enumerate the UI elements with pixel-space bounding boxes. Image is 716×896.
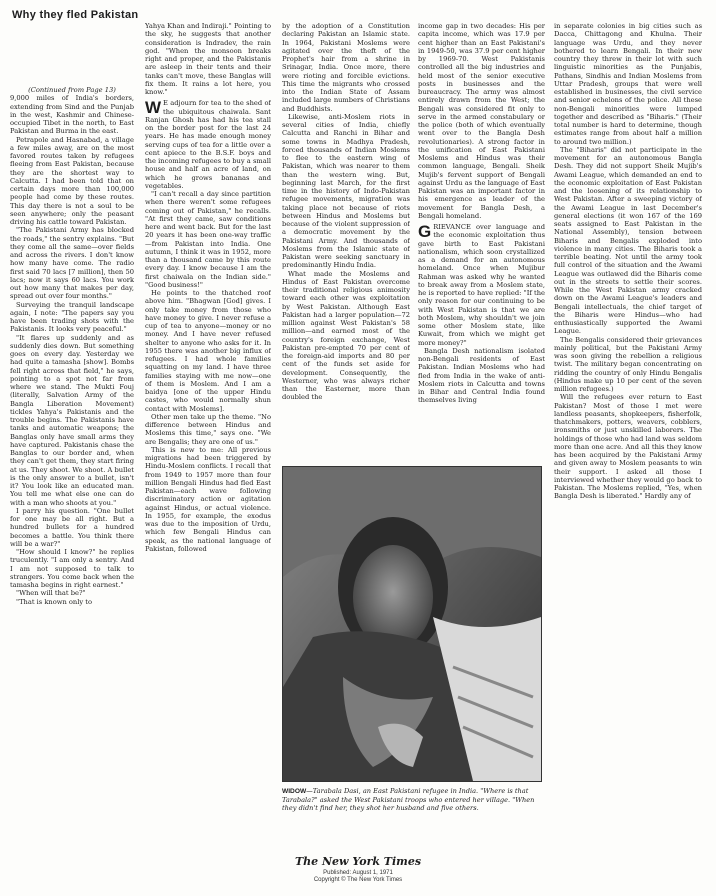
paragraph: income gap in two decades: His per capita income, which was 17.9 per cent higher than an East Pakistani's in 1949-50, was 37.9 per cent higher by 1969-70. West Pakistanis controlled all the big industries and held most of the senior executive posts in businesses and the bureaucracy. The army was almost entirely drawn from the West; the Bengali was considered fit only to serve in the armed constabulary or the police (both of which eventually went over to the Bangla Desh revolutionaries). A strong factor in the unification of East Pakistani Moslems and Hindus was their common language, Bengali. Sheik Mujib's fervent support of Bengali against Urdu as the language of East Pakistan was an important factor in his emergence as leader of the movement for Bangla Desh, a Bengali homeland. <box>418 22 545 220</box>
paragraph: "I can't recall a day since partition when there weren't some refugees coming out of Pakistan," he recalls. "At first they came, saw conditions here and went back. But for the last 20 years it has been one-way traffic—from Pakistan into India. One autumn, I think it was in 1952, more than a thousand came by this route every day. I know because I am the first chaiwala on the Indian side." "Good business!" <box>145 190 271 289</box>
column-1 <box>10 86 134 858</box>
paragraph: 9,000 miles of India's borders, extending from Sind and the Punjab in the west, Kashmir and Chinese-occupied Tibet in the north, to East Pakistan and Burma in the east. <box>10 94 134 136</box>
drop-cap: W <box>145 98 162 118</box>
article-headline: Why they fled Pakistan <box>12 9 139 21</box>
paragraph: The Bengalis considered their grievances mainly political, but the Pakistani Army was soon giving the rebellion a religious twist. The military began concentrating on ridding the country of only Hindu Bengalis (Hindus make up 10 per cent of the seven million refugees.) <box>554 335 702 393</box>
continued-note: (Continued from Page 13) <box>28 86 116 94</box>
caption-label: WIDOW <box>282 788 307 795</box>
column-2 <box>145 22 271 858</box>
column-5 <box>554 22 702 875</box>
paragraph-text: E adjourn for tea to the shed of the ubiquitous chaiwala. Sant Ranjan Ghosh has had his tea stall on the border post for the last 24 years. He has made enough money serving cups of tea for a little over a cent apiece to the B.S.F. boys and the incoming refugees to buy a small house and half an acre of land, on which he grows bananas and vegetables. <box>145 99 271 190</box>
paragraph: Yahya Khan and Indiraji." Pointing to the sky, he suggests that another consideration is Indradev, the rain god. "When the monsoon breaks right and proper, and the Pakistanis are asleep in their tents and their tanks can't move, these Banglas will fix them. It rains a lot here, you know." <box>145 22 271 96</box>
column-4 <box>418 22 545 875</box>
paragraph: He points to the thatched roof above him. "Bhagwan [God] gives. I only take money from those who have money to give. I never refuse a cup of tea to anyone—money or no money. And I have never refused shelter to anyone who asks for it. In 1955 there was another big influx of refugees. I had whole families squatting on my land. I have three families staying with me now—one of them is Moslem. And I am a baidya [one of the upper Hindu castes, who would normally shun contact with Moslems]. <box>145 289 271 413</box>
paragraph: Other men take up the theme. "No difference between Hindus and Moslems this time," says one. "We are Bengalis; they are one of us." <box>145 412 271 446</box>
paragraph: "That is known only to <box>16 597 92 606</box>
paragraph: Will the refugees ever return to East Pakistan? Most of those I met were landless peasants, shopkeepers, fisherfolk, thatchmakers, potters, weavers, cobblers, ironsmiths or just unskilled laborers. The holdings of those who had land was seldom more than one acre. And all this they know has been acquired by the Pakistani Army and given away to Moslem peasants to win their support. I asked all those I interviewed whether they would go back to Pakistan. The Moslems replied, "Yes, when Bangla Desh is liberated." Hardly any of <box>554 393 702 501</box>
paragraph: "How should I know?" he replies truculently. "I am only a sentry. And I am not supposed to talk to strangers. You come back when the tamasha begins in right earnest." <box>10 548 134 589</box>
paragraph: in separate colonies in big cities such as Dacca, Chittagong and Khulna. Their language was Urdu, and they never bothered to learn Bengali. In their new country they threw in their lot with such linguistic minorities as the Punjabis, Pathans, Sindhis and Indian Moslems from Uttar Pradesh, groups that were well established in businesses, the civil service and senior echelons of the police. All these non-Bengali minorities were lumped together and described as "Biharis." (Their total number is hard to determine, though estimates range from about half a million to around two million.) <box>554 22 702 146</box>
paragraph: Likewise, anti-Moslem riots in several cities of India, chiefly Calcutta and Ranchi in Bihar and some towns in Madhya Pradesh, forced thousands of Indian Moslems to flee to the eastern wing of Pakistan, which was nearer to them than the western wing. But, beginning last March, for the first time in the history of Indo-Pakistan refugee movements, migration was taking place not because of riots between Hindus and Moslems but because of the violent suppression of a democratic movement by the Pakistani Army. And thousands of Moslems from the Islamic state of Pakistan were seeking sanctuary in predominantly Hindu India. <box>282 112 410 270</box>
paragraph: The "Biharis" did not participate in the movement for an autonomous Bangla Desh. They did not support Sheik Mujib's Awami League, which demanded an end to the economic exploitation of East Pakistan and the loosening of its relationship to West Pakistan. After a sweeping victory of the Awami League in last December's general elections (it won 167 of the 169 seats assigned to East Pakistan in the National Assembly), tension between Biharis and Bengalis exploded into violence in many cities. The Biharis took a terrible beating. Not until the army took full control of the situation and the Awami League was outlawed did the Biharis come out in the streets to settle their scores. While the West Pakistan army cracked down on the Awami League's leaders and Bengali intellectuals, the chief target of the Biharis were Hindus—who had enthusiastically supported the Awami League. <box>554 145 702 336</box>
nyt-logo: The New York Times <box>294 855 422 868</box>
paragraph: Surveying the tranquil landscape again, I note: "The papers say you have been trading shots with the Pakistanis. It looks very peaceful." <box>10 300 134 334</box>
paragraph: by the adoption of a Constitution declaring Pakistan an Islamic state. In 1964, Pakistani Moslems were agitated over the theft of the Prophet's hair from a shrine in Srinagar, India. Once more, there were rioting and forcible evictions. This time the migrants who crossed into the Indian State of Assam included large numbers of Christians and Buddhists. <box>282 22 410 113</box>
paragraph: Petrapole and Hasnabad, a village a few miles away, are on the most favored routes taken by refugees fleeing from East Pakistan, because they are the shortest way to Calcutta. I had been told that on certain days more than 100,000 people had come by these routes. This day there is not a soul to be seen anywhere; only the peasant driving his cattle toward Pakistan. <box>10 135 134 226</box>
paragraph: "When will that be?" <box>16 589 86 598</box>
column-3 <box>282 22 410 458</box>
publication-info <box>0 870 716 884</box>
paragraph-dropcap <box>145 99 271 190</box>
paragraph: "The Pakistani Army has blocked the roads," the sentry explains. "But they come all the same—over fields and across the rivers. I don't know how many have come. The radio first said 70 lacs [7 million], then 50 lacs; now it says 60 lacs. You work out how many that makes per day, spread out over four months." <box>10 226 134 301</box>
paragraph: Bangla Desh nationalism isolated non-Bengali residents of East Pakistan. Indian Moslems who had fled from India in the wake of anti-Moslem riots in Calcutta and towns in Bihar and Central India found themselves living <box>418 346 545 405</box>
paragraph: I parry his question. "One bullet for one may be all right. But a hundred bullets for a hundred becomes a battle. You think there will be a war?" <box>10 506 134 548</box>
copyright-notice: Copyright © The New York Times <box>313 877 403 883</box>
caption-text: —Tarabala Dasi, an East Pakistani refugee in India. "Where is that Tarabala?" asked the West Pakistani troops who entered her village. "When they didn't find her, they shot her husband and five others. <box>282 787 535 812</box>
drop-cap: G <box>418 222 432 241</box>
paragraph: This is new to me: All previous migrations had been triggered by Hindu-Moslem conflicts. I recall that from 1949 to 1957 more than four million Bengali Hindus had fled East Pakistan—each wave following discriminatory action or agitation against Hindus, or actual violence. In 1955, for example, the exodus was due to the imposition of Urdu, which few Bengali Hindus can speak, as the national language of Pakistan, followed <box>145 445 271 553</box>
published-date: Published: August 1, 1971 <box>323 870 393 876</box>
paragraph: What made the Moslems and Hindus of East Pakistan overcome their traditional religious animosity toward each other was exploitation by West Pakistan. Although East Pakistan had a larger population—72 million against West Pakistan's 58 million—and earned most of the country's foreign exchange, West Pakistan pre-empted 70 per cent of the foreign-aid imports and 80 per cent of the funds set aside for development. Consequently, the Westerner, who was always richer than the Easterner, more than doubled the <box>282 269 410 402</box>
paragraph-text: RIEVANCE over language and the economic exploitation thus gave birth to East Pakistani nationalism, which soon crystallized as a demand for an autonomous homeland. Once when Mujibur Rahman was asked why he wanted to break away from a Moslem state, he is reported to have replied: "If the only reason for our continuing to be with West Pakistan is that we are both Moslem, why shouldn't we join some other Moslem state, like Kuwait, from which we might get more money?" <box>418 223 545 347</box>
paragraph: "It flares up suddenly and as suddenly dies down. But something goes on every day. Yesterday we had quite a tamasha [show]. Bombs fell right across that field," he says, pointing to a spot not far from where we stand. The Mukti Fouj (literally, Salvation Army of the Bangla Liberation Movement) tickles Yahya's Pakistanis and the trouble begins. The Pakistanis have tanks and automatic weapons; the Banglas only have small arms they have captured. Pakistanis chase the Banglas to our border and, when they can't get them, they start firing at us. They shoot. We shoot. A bullet is the only answer to a bullet, isn't it? You look like an educated man. You tell me what else one can do with a man who shoots at you." <box>10 333 134 507</box>
paragraph-dropcap <box>418 223 545 347</box>
